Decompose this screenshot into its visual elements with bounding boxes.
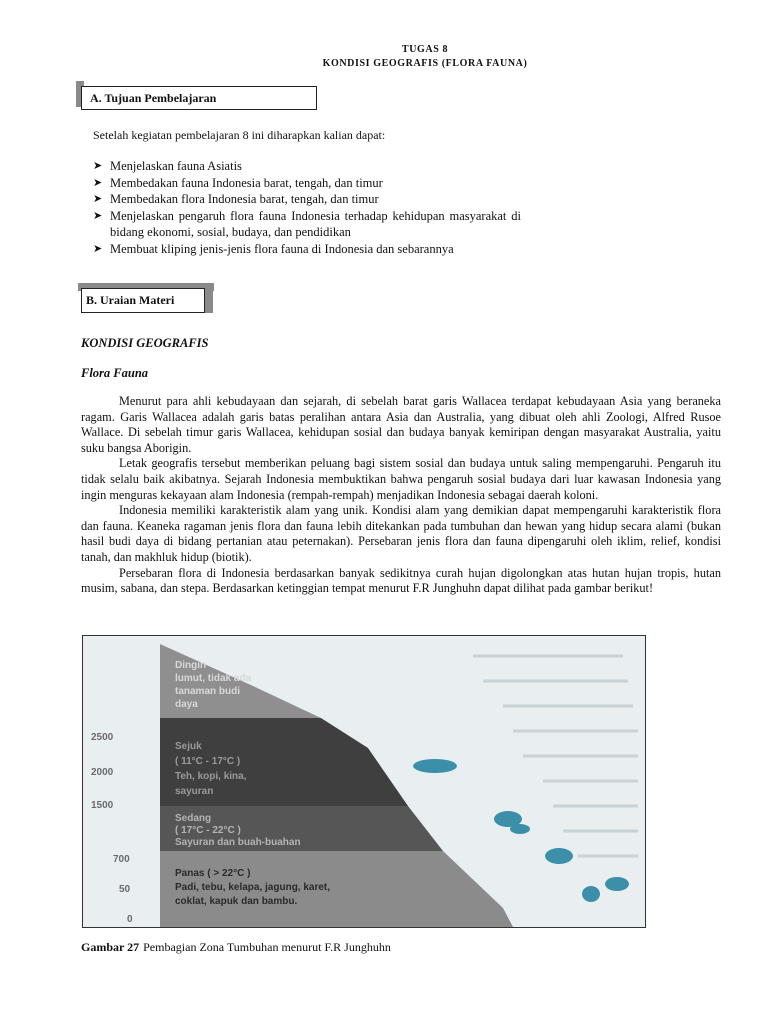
- section-a-title: A. Tujuan Pembelajaran: [90, 90, 217, 105]
- section-heading: KONDISI GEOGRAFIS: [81, 336, 209, 350]
- figure-caption: [81, 940, 391, 955]
- objective-item: ➤ Membedakan flora Indonesia barat, tengah, dan timur: [93, 192, 379, 206]
- caption-text: Pembagian Zona Tumbuhan menurut F.R Junghuhn: [143, 940, 391, 954]
- zone-cold-line: tanaman budi: [175, 686, 241, 697]
- section-b-title: B. Uraian Materi: [86, 293, 175, 307]
- altitude-label: 2000: [91, 767, 114, 778]
- paragraph: Menurut para ahli kebudayaan dan sejarah, di sebelah barat garis Wallacea terdapat kebudayaan Asia yang beraneka ragam. Garis Wallacea adalah garis batas peralihan antara Asia dan Australia, yang dibuat oleh ahli Zoologi, Alfred Rusoe Wallace. Di sebelah timur garis Wallacea, kehidupan sosial dan budaya banyak kemiripan dengan masyarakat Australia, yaitu suku bangsa Aborigin.: [81, 394, 721, 455]
- zone-hot-line: Padi, tebu, kelapa, jagung, karet,: [175, 882, 331, 893]
- objective-item: ➤ Menjelaskan pengaruh flora fauna Indonesia terhadap kehidupan masyarakat di bidang ekonomi, sosial, budaya, dan pendidikan: [93, 208, 521, 239]
- zone-cool-line: sayuran: [175, 786, 214, 797]
- zone-cold-name: Dingin: [175, 660, 207, 671]
- task-title: TUGAS 8: [401, 44, 449, 55]
- objective-item: ➤ Membedakan fauna Indonesia barat, tengah, dan timur: [93, 175, 383, 190]
- altitude-label: 700: [113, 854, 130, 865]
- section-a-box: [81, 86, 317, 110]
- altitude-label: 50: [119, 884, 131, 895]
- paragraph: Indonesia memiliki karakteristik alam yang unik. Kondisi alam yang demikian dapat mempengaruhi karakteristik flora dan fauna. Keaneka ragaman jenis flora dan fauna lebih ditekankan pada tumbuhan dan hewan yang hidup secara alami (bukan hasil budi daya di bidang pertanian atau peternakan). Persebaran jenis flora dan fauna dipengaruhi oleh iklim, relief, kondisi tanah, dan makhluk hidup (biotik).: [81, 503, 721, 564]
- arrow-bullet-icon: ➤: [93, 160, 103, 172]
- zone-hot-name: Panas ( > 22°C ): [175, 868, 251, 879]
- section-b-box: [81, 288, 205, 313]
- arrow-bullet-icon: ➤: [93, 176, 103, 189]
- caption-label: Gambar 27: [81, 940, 140, 954]
- zone-cold-line: daya: [175, 699, 198, 710]
- arrow-bullet-icon: ➤: [93, 242, 103, 255]
- arrow-bullet-icon: ➤: [93, 193, 103, 205]
- objectives-intro: Setelah kegiatan pembelajaran 8 ini diharapkan kalian dapat:: [93, 128, 386, 142]
- zone-hot-line: coklat, kapuk dan bambu.: [175, 896, 298, 907]
- body-text: [81, 394, 721, 597]
- zone-cool-name: Sejuk: [175, 741, 202, 752]
- objective-item: ➤ Menjelaskan fauna Asiatis: [93, 159, 242, 173]
- paragraph: Letak geografis tersebut memberikan peluang bagi sistem sosial dan budaya untuk saling mempengaruhi. Pengaruh itu tidak selalu baik akibatnya. Sejarah Indonesia membuktikan bahwa pengaruh sosial budaya dari luar kawasan Indonesia yang ingin menguras kekayaan alam Indonesia (rempah-rempah) menjadikan Indonesia sebagai daerah koloni.: [81, 456, 721, 502]
- zone-cool-line: Teh, kopi, kina,: [175, 771, 247, 782]
- zone-cool-line: ( 11°C - 17°C ): [175, 756, 241, 767]
- objectives-list: [93, 158, 521, 257]
- arrow-bullet-icon: ➤: [93, 209, 103, 222]
- task-subtitle: KONDISI GEOGRAFIS (FLORA FAUNA): [322, 58, 528, 69]
- altitude-label: 2500: [91, 732, 114, 743]
- zone-diagram: [83, 636, 645, 927]
- altitude-label: 0: [127, 914, 133, 925]
- paragraph: Persebaran flora di Indonesia berdasarkan banyak sedikitnya curah hujan digolongkan atas hutan hujan tropis, hutan musim, sabana, dan stepa. Berdasarkan ketinggian tempat menurut F.R Junghuhn dapat dilihat pada gambar berikut!: [81, 565, 721, 596]
- section-b-shadow-side: [205, 283, 213, 313]
- altitude-label: 1500: [91, 800, 114, 811]
- objective-item: ➤ Membuat kliping jenis-jenis flora fauna di Indonesia dan sebarannya: [93, 241, 454, 256]
- zone-mild-line: ( 17°C - 22°C ): [175, 825, 241, 836]
- zone-cold-line: lumut, tidak ada: [175, 673, 252, 684]
- zone-mild-name: Sedang: [175, 813, 212, 824]
- junghuhn-zone-figure: [82, 635, 646, 928]
- zone-mild-line: Sayuran dan buah-buahan: [175, 837, 301, 848]
- section-subheading: Flora Fauna: [81, 366, 149, 380]
